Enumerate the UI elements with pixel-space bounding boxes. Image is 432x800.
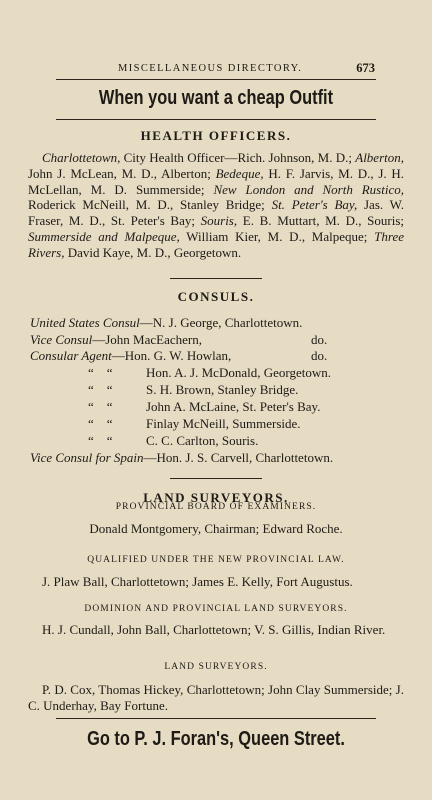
consul-line [30, 332, 202, 348]
consul-detail: Hon. A. J. McDonald, Georgetown. [146, 365, 331, 380]
page-number: 673 [356, 61, 375, 75]
entry-text: Jas. W. Fraser, M. D., St. Peter's Bay; [28, 197, 404, 229]
consul-detail: —John MacEachern, [92, 332, 202, 347]
running-title: MISCELLANEOUS DIRECTORY. [118, 63, 303, 74]
consul-detail: —Hon. G. W. Howlan, [111, 348, 232, 363]
entry-text: John J. McLean, M. D., Alberton; [28, 165, 216, 181]
consul-line [30, 315, 302, 331]
consul-role: United States Consul [30, 315, 140, 330]
consul-detail: —Hon. J. S. Carvell, Charlottetown. [143, 450, 334, 465]
consul-detail: C. C. Carlton, Souris. [146, 433, 259, 448]
consul-ditto-do: do. [311, 332, 328, 347]
place-name: Alberton, [355, 150, 404, 165]
consuls-heading: CONSULS. [177, 289, 255, 304]
consul-detail: Finlay McNeill, Summerside. [146, 416, 301, 431]
place-name: Souris, [200, 213, 238, 229]
place-name: Three Rivers, [28, 228, 404, 260]
health-officers-text [28, 150, 404, 261]
entry-text: E. B. Muttart, M. D., Souris; [237, 213, 404, 229]
surveyors-entry: H. J. Cundall, John Ball, Charlottetown; V. S. Gillis, Indian River. [42, 622, 386, 637]
entry-text: David Kaye, M. D., Georgetown. [64, 244, 242, 260]
consul-detail: —N. J. George, Charlottetown. [139, 315, 303, 330]
consul-ditto-do: do. [311, 348, 328, 363]
ditto-marks: “ “ [88, 416, 113, 431]
running-header [0, 61, 432, 77]
consul-role: Consular Agent [30, 348, 112, 363]
top-advertisement: When you want a cheap Outfit [98, 87, 334, 109]
header-rule [56, 79, 376, 80]
place-name: St. Peter's Bay, [271, 197, 358, 213]
place-name: Bedeque, [215, 165, 264, 181]
advertisement-rule [56, 119, 376, 120]
entry-text: William Kier, M. D., Malpeque; [179, 228, 375, 244]
land-surveyors-heading: LAND SURVEYORS. [143, 490, 289, 505]
consul-line [30, 348, 231, 364]
entry-text: City Health Officer—Rich. Johnson, M. D.; [120, 150, 356, 165]
consul-role: Vice Consul for Spain [30, 450, 144, 465]
consul-line [30, 450, 333, 466]
consul-detail: S. H. Brown, Stanley Bridge. [146, 382, 299, 397]
surveyors-subheading: PROVINCIAL BOARD OF EXAMINERS. [115, 502, 317, 512]
surveyors-subheading: LAND SURVEYORS. [164, 662, 268, 672]
ditto-marks: “ “ [88, 365, 113, 380]
ditto-marks: “ “ [88, 399, 113, 414]
place-name: New London and North Rustico, [213, 181, 404, 197]
bottom-rule [56, 718, 376, 719]
ditto-marks: “ “ [88, 433, 113, 448]
section-divider [170, 478, 262, 479]
bottom-advertisement: Go to P. J. Foran's, Queen Street. [87, 728, 345, 750]
entry-text: Roderick McNeill, M. D., Stanley Bridge; [28, 197, 272, 213]
place-name: Summerside and Malpeque, [28, 228, 180, 244]
surveyors-subheading: QUALIFIED UNDER THE NEW PROVINCIAL LAW. [87, 555, 345, 565]
consul-detail: John A. McLaine, St. Peter's Bay. [146, 399, 321, 414]
surveyors-subheading: DOMINION AND PROVINCIAL LAND SURVEYORS. [84, 604, 348, 614]
section-divider [170, 278, 262, 279]
place-name: Charlottetown, [42, 150, 121, 165]
ditto-marks: “ “ [88, 382, 113, 397]
entry-text: H. F. Jarvis, M. D., J. H. McLellan, M. D. Summerside; [28, 165, 404, 197]
surveyors-entry: P. D. Cox, Thomas Hickey, Charlottetown; John Clay Summerside; J. C. Underhay, Bay Fortune. [28, 682, 404, 713]
surveyors-entry: J. Plaw Ball, Charlottetown; James E. Kelly, Fort Augustus. [42, 574, 353, 589]
consul-role: Vice Consul [30, 332, 93, 347]
surveyors-entry: Donald Montgomery, Chairman; Edward Roche. [89, 521, 343, 536]
health-officers-heading: HEALTH OFFICERS. [140, 128, 292, 143]
